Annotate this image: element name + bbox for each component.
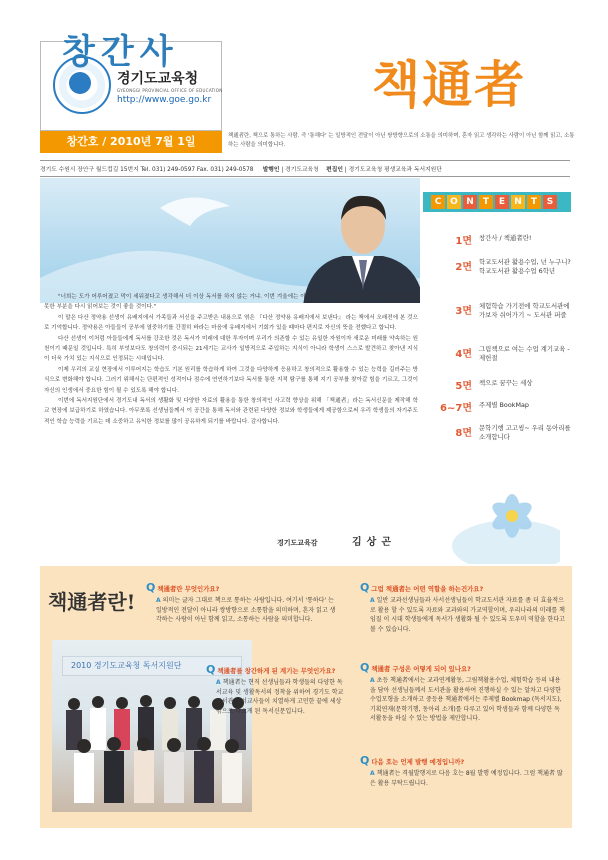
toc-item[interactable]: 문학기행 고고씽~ 우리 동아리를 소개합니다 xyxy=(479,424,571,441)
qa-question: 책通者란 무엇인가요? xyxy=(157,585,220,593)
issue-date-bar: 창간호 / 2010년 7월 1일 xyxy=(40,131,222,153)
greeting-paragraph: 이번에 독서지원단에서 경기도내 독서의 생활화 및 다양한 자료의 활용을 통한 창의적인 사고력 향상을 위해 「책通者」라는 독서신문을 제작해 학교 현장에 보급하기로 하였습니다. 아무쪼록 선생님들께서 이 공간을 통해 독서와 관련된 다양한 정보와 학생들에게 제공함으로써 우리 학생들의 자기주도적인 학습 능력을 기르는 데 소중하고 유익한 정보를 많이 공유하게 되기를 바랍니다. 감사합니다. xyxy=(44,398,418,425)
toc-item[interactable]: 학교도서관 활용수업, 넌 누구니? 학교도서관 활용수업 6학년 xyxy=(479,258,571,275)
a-icon: A xyxy=(370,597,375,605)
qa-answer: 의미는 글자 그대로 책으로 통하는 사람입니다. 여기서 '통하다' 는 일방적인 전달이 아니라 쌍방향으로 소통함을 의미하며, 혼자 읽고 생각하는 사람이 아닌 함께 읽고, 소통하는 사람을 의미합니다. xyxy=(156,597,336,624)
qa-question: 책通者를 창간하게 된 계기는 무엇인가요? xyxy=(217,667,336,675)
a-icon: A xyxy=(216,679,221,687)
toc-page[interactable]: 8면 xyxy=(455,428,472,439)
greeting-paragraph: 다산 선생이 이처럼 아들들에게 독서를 강조한 것은 독서가 미래에 대한 투자이며 우리가 의존할 수 있는 유일한 자원이자 새로운 미래를 약속하는 원천이기 때문일 것입니다. 특히 부엇보다도 창의력이 중시되는 21세기는 교사가 일방적으로 주입하는 지식이 아니라 학생이 스스로 발견하고 찾아낸 지식이 더욱 가치 있는 지식으로 인정되는 시대입니다. xyxy=(44,335,418,363)
greeting-paragraph: 이 말은 다산 정약용 선생이 유배지에서 가족들과 서신을 주고받은 내용으로 엮은 『다산 정약용 유배지에서 보낸다』 라는 책에서 오래전에 본 것으로 기억합니다. 정약용은 아들들이 공부에 열중하기를 간절히 바라는 마음에 유배지에서 기회가 있을 때마다 편지로 자신의 뜻을 전했다고 합니다. xyxy=(44,314,418,332)
q-icon: Q xyxy=(360,754,370,767)
a-icon: A xyxy=(156,597,161,605)
qa-item xyxy=(360,583,565,634)
qa-answer: 책通者는 현직 선생님들과 학생들의 다양한 독서교육 및 생활독서의 정착을 위하여 경기도 학교도서관 사서교사들이 치열하게 고민한 끝에 세상 밖으로 나오게 된 독서신문입니다. xyxy=(216,679,344,715)
q-icon: Q xyxy=(360,581,370,594)
greeting-paragraph: "너희는 도가 어루어졌고 막이 세워졌다고 생각해서 더 이상 독서를 하지 않는 거냐. 이번 겨울에는 아무도록 『상서』와 『예기』에서 아직도 읽지 못한 부분을 다시 읽어보는 것이 좋을 것이다." xyxy=(44,294,418,311)
qa-question: 그럼 책通者는 어떤 역할을 하는건가요? xyxy=(371,585,484,593)
toc-item[interactable]: 책으로 꿈꾸는 세상 xyxy=(479,379,533,387)
contents-letter: S xyxy=(543,195,557,209)
qa-item xyxy=(206,665,346,716)
contents-letter: T xyxy=(527,195,541,209)
contents-letter: T xyxy=(479,195,493,209)
qa-answer: 초등 책通者에서는 교과연계활동, 그림책활용수업, 체험학습 등의 내용을 담아 선생님들께서 도서관을 활용하여 진행하실 수 있는 알차고 다양한 수업모형을 소개하고 중등용 책通者에서는 주제별 Bookmap (독서지도), 기획연재(문학기행, 동아리 소개)를 다루고 있어 학생들과 함께 다양한 독서활동을 하실 수 있는 방법을 제안합니다. xyxy=(370,677,562,723)
q-icon: Q xyxy=(360,661,370,674)
org-name-en: GYEONGGI PROVINCIAL OFFICE OF EDUCATION xyxy=(117,88,223,93)
contents-letter: E xyxy=(495,195,509,209)
a-icon: A xyxy=(370,677,375,685)
flower-icon xyxy=(450,476,560,564)
qa-item xyxy=(360,756,565,788)
a-icon: A xyxy=(370,770,375,778)
toc-page[interactable]: 3면 xyxy=(455,306,472,317)
toc-item[interactable]: 창간사 / 책通者란! xyxy=(479,234,532,242)
toc-page[interactable]: 4면 xyxy=(455,349,472,360)
greeting-banner xyxy=(40,178,420,303)
q-icon: Q xyxy=(146,581,156,594)
contents-letter: N xyxy=(511,195,525,209)
signature-role: 경기도교육감 xyxy=(277,539,318,547)
qa-question: 다음 호는 언제 발행 예정입니까? xyxy=(371,758,465,766)
qa-answer: 책通者는 격월발행지로 다음 호는 8월 발행 예정입니다. 그럼 책通者 많은 활용 부탁드립니다. xyxy=(370,770,563,787)
address: 경기도 수원시 장안구 월드컵길 15번지 Tel. 031) 249-0597 Fax. 031) 249-0578 xyxy=(40,167,254,173)
masthead-description: 책通者란, 책으로 통하는 사람. 즉 '통해다' 는 일방적인 전달이 아닌 쌍방향으로의 소통을 의미하며, 혼자 읽고 생각하는 사람이 아닌 함께 읽고, 소통하는 사람을 의미합니다. xyxy=(228,133,575,148)
qa-section-title: 책通者란! xyxy=(48,590,136,614)
qa-item xyxy=(146,583,336,625)
toc-item[interactable]: 그림책으로 여는 수업 계기교육 - 제헌절 xyxy=(479,345,570,362)
signature-name: 김상곤 xyxy=(352,537,396,548)
toc-page[interactable]: 6~7면 xyxy=(440,403,472,414)
greeting-body xyxy=(44,292,418,427)
publication-info-line: 경기도 수원시 장안구 월드컵길 15번지 Tel. 031) 249-0597 Fax. 031) 249-0578 발행인 | 경기도교육청 편집인 | 경기도교육청 평생교육과 독서지원단 xyxy=(40,160,570,177)
superintendent-portrait xyxy=(298,186,420,303)
org-name: 경기도교육청 xyxy=(117,71,199,87)
toc-item[interactable]: 체험학습 가기전에 학교도서관에 가보자 쉬어가기 ~ 도서관 퍼즐 xyxy=(479,302,570,319)
contents-letter: C xyxy=(431,195,445,209)
photo-banner-caption: 2010 경기도교육청 독서지원단 xyxy=(62,656,242,676)
org-url-link[interactable]: http://www.goe.go.kr xyxy=(117,95,212,105)
editor-label: 편집인 xyxy=(326,167,343,173)
qa-item xyxy=(360,663,565,723)
publisher-label: 발행인 xyxy=(262,167,280,173)
qa-question: 책通者 구성은 어떻게 되어 있나요? xyxy=(371,665,471,673)
toc-page[interactable]: 5면 xyxy=(455,381,472,392)
greeting-paragraph: 이제 우리의 교실 현장에서 이루어지는 학습도 기본 원리를 학습하게 하여 그것을 다양하게 응용하고 창의적으로 활용할 수 있는 능력을 길러주는 방식으로 변화해야 합니다. 그러기 위해서는 단편적인 성적이나 점수에 연연하기보다 독서를 통한 지적 탐구를 통해 지기 공부를 찾아갈 힘을 기르고, 그것이 자신의 인생에서 중요한 힘이 될 수 있도록 해야 합니다. xyxy=(44,366,418,394)
contents-letter: O xyxy=(447,195,461,209)
greeting-title: 창간사 xyxy=(62,32,179,72)
contents-letter: N xyxy=(463,195,477,209)
editor: 경기도교육청 평생교육과 독서지원단 xyxy=(348,167,442,173)
masthead-title: 책通者 xyxy=(372,55,527,114)
toc-item[interactable]: 주제별 BookMap xyxy=(479,401,529,409)
toc-page[interactable]: 2면 xyxy=(455,262,472,273)
qa-answer: 일반 교과선생님들과 사서선생님들이 학교도서관 자료를 좀 더 효율적으로 활용 할 수 있도록 자료와 교과와의 가교역할이며, 우리나라의 미래를 책임질 이 시대 학생들에게 독서가 생활화 될 수 있도록 도우미 역할을 한다고 볼 수 있습니다. xyxy=(370,597,565,633)
contents-header xyxy=(423,192,571,212)
publisher: 경기도교육청 xyxy=(285,167,319,173)
q-icon: Q xyxy=(206,663,216,676)
toc-page[interactable]: 1면 xyxy=(455,236,472,247)
